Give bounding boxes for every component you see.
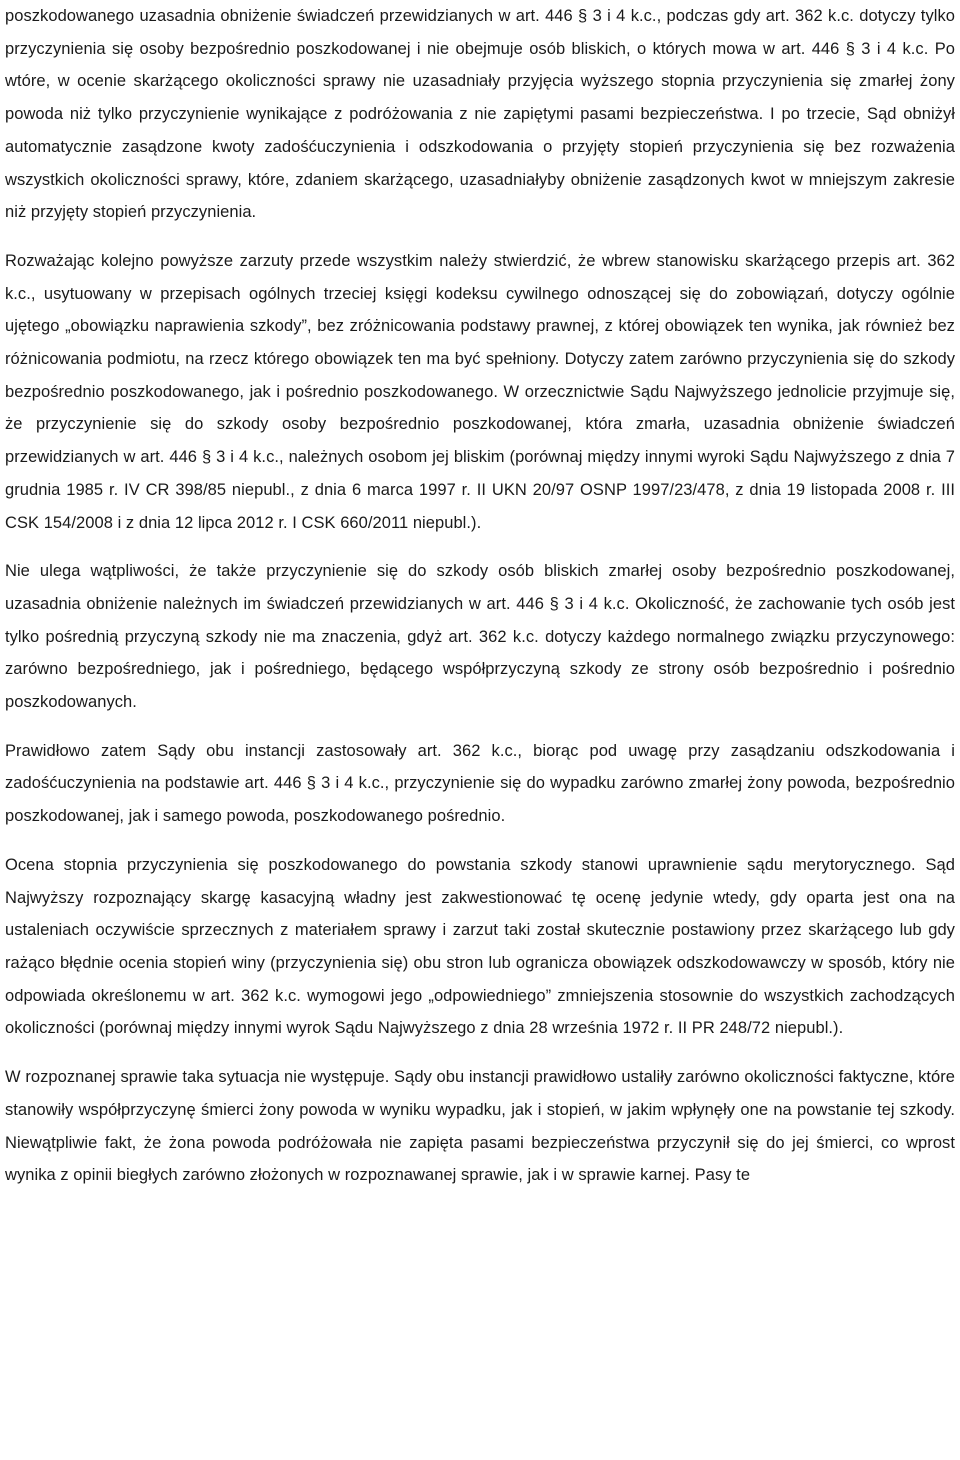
text-run: W rozpoznanej sprawie taka sytuacja nie występuje. Sądy obu instancji prawidłowo ustaliły zarówno okoliczności faktyczne, które stanowiły współprzyczynę śmierci żony powoda w wyniku wypadku, jak i stopień, w jakim wpłynęły one na powstanie tej szkody. Niewątpliwie fakt, że żona powoda podróżowała nie zapięta pasami bezpieczeństwa przyczynił się do jej śmierci, co wprost wynika z opinii biegłych zarówno złożonych w rozpoznawanej sprawie, jak i w sprawie karnej. Pasy te xyxy=(5,1068,955,1185)
text-run: Rozważając kolejno powyższe zarzuty przede wszystkim należy stwierdzić, że wbrew stanowisku skarżącego przepis art. 362 k.c., usytuowany w przepisach ogólnych trzeciej księgi kodeksu cywilnego odnoszącej się do zobowiązań, dotyczy ogólnie ujętego „obowiązku naprawienia szkody”, bez zróżnicowania podstawy prawnej, z której obowiązek ten wynika, jak również bez różnicowania podmiotu, na rzecz którego obowiązek ten ma być spełniony. Dotyczy zatem zarówno przyczynienia się do szkody bezpośrednio poszkodowanego, jak i pośrednio poszkodowanego. W orzecznictwie Sądu Najwyższego jednolicie przyjmuje się, że przyczynienie się do szkody osoby bezpośrednio poszkodowanej, która zmarła, uzasadnia obniżenie świadczeń przewidzianych w art. 446 § 3 i 4 k.c., należnych osobom jej bliskim (porównaj między innymi wyroki Sądu Najwyższego z dnia 7 grudnia 1985 r. IV CR 398/85 niepubl., z dnia 6 marca 1997 r. II UKN 20/97 OSNP 1997/23/478, z dnia 19 listopada 2008 r. III CSK 154/2008 i z dnia 12 lipca 2012 r. I CSK 660/2011 niepubl.). xyxy=(5,251,955,532)
paragraph xyxy=(5,245,955,539)
paragraph xyxy=(5,555,955,719)
paragraph xyxy=(5,1061,955,1192)
paragraph xyxy=(5,735,955,833)
paragraph xyxy=(5,849,955,1045)
document-page xyxy=(5,0,955,1192)
text-run: Prawidłowo zatem Sądy obu instancji zastosowały art. 362 k.c., biorąc pod uwagę przy zasądzaniu odszkodowania i zadośćuczynienia na podstawie art. 446 § 3 i 4 k.c., przyczynienie się do wypadku zarówno zmarłej żony powoda, bezpośrednio poszkodowanej, jak i samego powoda, poszkodowanego pośrednio. xyxy=(5,741,955,826)
text-run: I po trzecie, Sąd obniżył automatycznie zasądzone kwoty zadośćuczynienia i odszkodowania o przyjęty stopień przyczynienia się bez rozważenia wszystkich okoliczności sprawy, które, zdaniem skarżącego, uzasadniałyby obniżenie zasądzonych kwot w mniejszym zakresie niż przyjęty stopień przyczynienia. xyxy=(5,105,955,222)
text-run: Nie ulega wątpliwości, że także przyczynienie się do szkody osób bliskich zmarłej osoby bezpośrednio poszkodowanej, uzasadnia obniżenie należnych im świadczeń przewidzianych w art. 446 § 3 i 4 k.c. Okoliczność, że zachowanie tych osób jest tylko pośrednią przyczyną szkody nie ma znaczenia, gdyż art. 362 k.c. dotyczy każdego normalnego związku przyczynowego: zarówno bezpośredniego, jak i pośredniego, będącego współprzyczyną szkody ze strony osób bezpośrednio i pośrednio poszkodowanych. xyxy=(5,562,955,712)
paragraph xyxy=(5,0,955,229)
text-run: poszkodowanego uzasadnia obniżenie świadczeń przewidzianych w art. 446 § 3 i 4 k.c., podczas gdy art. 362 k.c. dotyczy tylko przyczynienia się osoby bezpośrednio poszkodowanej i nie obejmuje osób bliskich, o których mowa w art. 446 § 3 i 4 k.c. Po wtóre, w ocenie skarżącego okoliczności sprawy nie uzasadniały przyjęcia wyższego stopnia przyczynienia się zmarłej żony powoda niż tylko przyczynienie wynikające z podróżowania z nie zapiętymi pasami bezpieczeństwa. xyxy=(5,7,955,124)
text-run: Ocena stopnia przyczynienia się poszkodowanego do powstania szkody stanowi uprawnienie sądu merytorycznego. Sąd Najwyższy rozpoznający skargę kasacyjną władny jest zakwestionować tę ocenę jedynie wtedy, gdy oparta jest ona na ustaleniach oczywiście sprzecznych z materiałem sprawy i zarzut taki został skutecznie postawiony przez skarżącego lub gdy rażąco błędnie ocenia stopień winy (przyczynienia się) obu stron lub ogranicza obowiązek odszkodowawczy w sposób, który nie odpowiada określonemu w art. 362 k.c. wymogowi jego „odpowiedniego” zmniejszenia stosownie do wszystkich zachodzących okoliczności (porównaj między innymi wyrok Sądu Najwyższego z dnia 28 września 1972 r. II PR 248/72 niepubl.). xyxy=(5,855,955,1038)
